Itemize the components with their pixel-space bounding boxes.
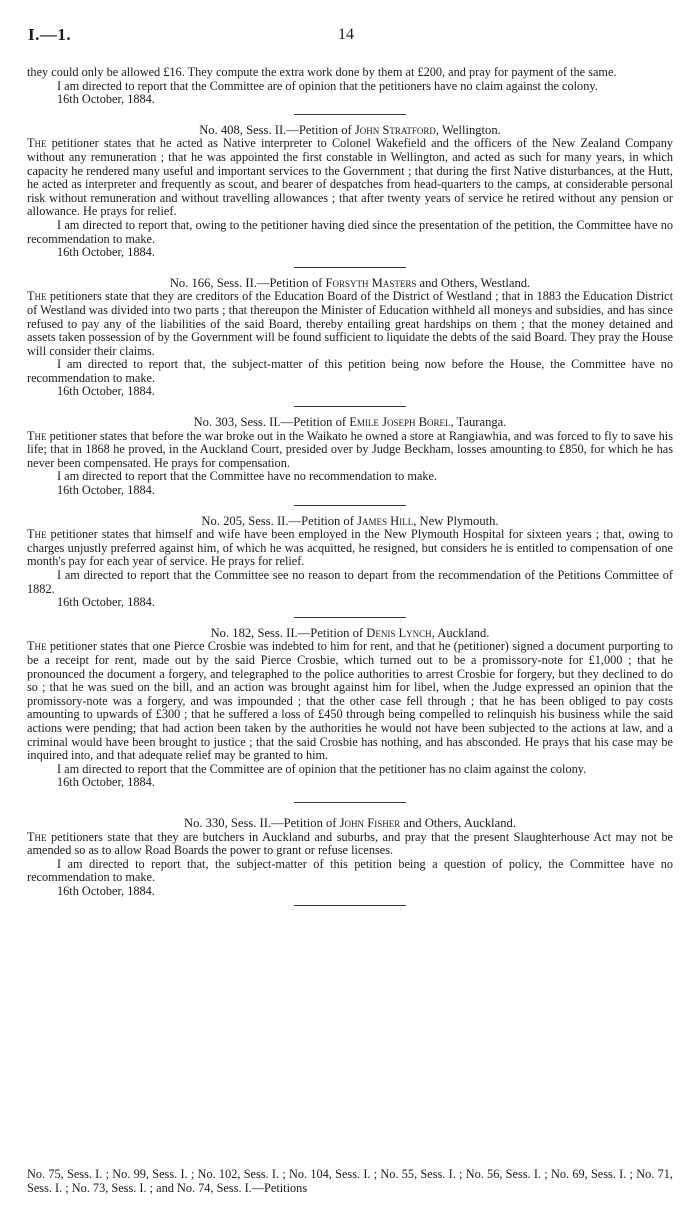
- page-number: 14: [338, 26, 354, 43]
- heading-number: No. 182, Sess. II.—Petition of: [210, 625, 367, 640]
- lead-word: The: [27, 639, 47, 654]
- heading-location: and Others, Westland.: [416, 275, 531, 290]
- heading-number: No. 166, Sess. II.—Petition of: [169, 275, 326, 290]
- petition-182: [27, 627, 673, 790]
- petition-body: [27, 528, 673, 569]
- section-divider: [294, 905, 406, 906]
- petitioner-name: John Fisher: [339, 815, 401, 830]
- section-divider: [294, 267, 406, 268]
- heading-number: No. 205, Sess. II.—Petition of: [201, 513, 358, 528]
- petition-report: I am directed to report that, owing to the petitioner having died since the presentation of the petition, the Committee have no recommendation to make.: [27, 217, 673, 246]
- page-footer: [27, 1168, 673, 1195]
- petitioner-name: Denis Lynch: [366, 625, 432, 640]
- petitioner-name: James Hill: [357, 513, 414, 528]
- petition-heading: [27, 416, 673, 430]
- section-divider: [294, 406, 406, 407]
- petition-330: [27, 817, 673, 899]
- intro-date: 16th October, 1884.: [57, 92, 155, 107]
- petition-date: 16th October, 1884.: [57, 595, 155, 610]
- lead-word: The: [27, 428, 47, 443]
- petition-report: I am directed to report that the Committee are of opinion that the petitioner has no claim against the colony.: [57, 761, 587, 776]
- section-divider: [294, 617, 406, 618]
- petitioner-name: Emile Joseph Borel: [349, 415, 451, 430]
- section-divider: [294, 114, 406, 115]
- heading-number: No. 408, Sess. II.—Petition of: [199, 122, 355, 137]
- petition-body: [27, 831, 673, 858]
- petition-report: I am directed to report that, the subject-matter of this petition being a question of policy, the Committee have no recommendation to make.: [27, 856, 673, 885]
- petition-body: [27, 640, 673, 762]
- intro-report: I am directed to report that the Committee are of opinion that the petitioners have no claim against the colony.: [57, 78, 598, 93]
- petitioner-name: John Stratford: [354, 122, 436, 137]
- petition-report: I am directed to report that the Committee see no reason to depart from the recommendation of the Petitions Committee of 1882.: [27, 568, 673, 596]
- body-text: petitioners state that they are creditors of the Education Board of the District of Westland ; that in 1883 the Education District of Westland was divided into two parts ; that thereupon the Minister of Education withheld all moneys and subsidies, and has since refused to pay any of the liabilities of the said Board, thereby entailing great hardships on them ; that the money detained and assets taken possession of by the Government will be found sufficient to liquidate the debts of the said Board. They pray the House will consider their claims.: [27, 289, 673, 358]
- petition-205: [27, 515, 673, 610]
- petition-date: 16th October, 1884.: [57, 775, 155, 790]
- petition-heading: [27, 124, 673, 138]
- petition-date: 16th October, 1884.: [57, 483, 155, 498]
- petition-408: [27, 124, 673, 260]
- section-divider: [294, 802, 406, 803]
- page-header: [28, 25, 672, 48]
- petition-body: [27, 430, 673, 471]
- petition-heading: [27, 277, 673, 291]
- heading-number: No. 303, Sess. II.—Petition of: [193, 415, 350, 430]
- petition-303: [27, 416, 673, 498]
- heading-location: and Others, Auckland.: [400, 815, 516, 830]
- petition-report: I am directed to report that, the subject-matter of this petition being now before the House, the Committee have no recommendation to make.: [27, 357, 673, 385]
- petition-report: I am directed to report that the Committee have no recommendation to make.: [57, 469, 438, 484]
- intro-text: they could only be allowed £16. They compute the extra work done by them at £200, and pray for payment of the same.: [27, 65, 617, 79]
- petition-166: [27, 277, 673, 399]
- heading-location: , New Plymouth.: [413, 513, 499, 528]
- lead-word: The: [27, 136, 47, 151]
- parliamentary-paper-reference: I.—1.: [28, 25, 72, 44]
- body-text: petitioner states that he acted as Native interpreter to Colonel Wakefield and the officers of the New Zealand Company without any remuneration ; that he was appointed the first constable in Wellington, and acted as such for many years, in which capacity he rendered many useful and important services to the Government ; that during the first Native disturbances, at the Hutt, he acted as interpreter and frequently as scout, and bearer of despatches from head-quarters to the camps, at considerable personal risk without remuneration and without travelling allowances ; that after twenty years of service he retired without any pension or allowance. He prays for relief.: [27, 136, 673, 219]
- petition-heading: [27, 627, 673, 641]
- petition-body: [27, 290, 673, 358]
- intro-section: [27, 66, 673, 107]
- document-body: [27, 66, 673, 915]
- body-text: petitioner states that himself and wife have been employed in the New Plymouth Hospital for sixteen years ; that, owing to charges unjustly preferred against him, of which he was acquitted, he resigned, but considers he is entitled to compensation of one month's pay for each year of service. He prays for relief.: [27, 527, 673, 569]
- heading-number: No. 330, Sess. II.—Petition of: [183, 815, 340, 830]
- body-text: petitioners state that they are butchers in Auckland and suburbs, and pray that the present Slaughterhouse Act may not be amended so as to allow Road Boards the power to grant or refuse licenses.: [27, 829, 673, 858]
- petition-date: 16th October, 1884.: [57, 883, 155, 898]
- body-text: petitioner states that before the war broke out in the Waikato he owned a store at Rangiawhia, and was forced to fly to save his life; that in 1868 he proved, in the Auckland Court, presided over by Judge Beckham, losses amounting to £850, for which he has never been compensated. He prays for compensation.: [27, 428, 673, 470]
- section-divider: [294, 505, 406, 506]
- petition-date: 16th October, 1884.: [57, 245, 155, 260]
- petition-heading: [27, 817, 673, 831]
- petition-date: 16th October, 1884.: [57, 384, 155, 399]
- heading-location: , Auckland.: [431, 625, 490, 640]
- heading-location: , Tauranga.: [450, 415, 507, 430]
- petitioner-name: Forsyth Masters: [325, 275, 417, 290]
- lead-word: The: [27, 829, 47, 844]
- lead-word: The: [27, 289, 47, 304]
- petition-body: [27, 137, 673, 219]
- lead-word: The: [27, 527, 47, 542]
- heading-location: , Wellington.: [435, 122, 501, 137]
- footer-petition-list: No. 75, Sess. I. ; No. 99, Sess. I. ; No. 102, Sess. I. ; No. 104, Sess. I. ; No. 55, Sess. I. ; No. 56, Sess. I. ; No. 69, Sess. I. ; No. 71, Sess. I. ; No. 73, Sess. I. ; and No. 74, Sess. I.—Petitions: [27, 1167, 673, 1195]
- petition-heading: [27, 515, 673, 529]
- body-text: petitioner states that one Pierce Crosbie was indebted to him for rent, and that he (petitioner) signed a document purporting to be a receipt for rent, made out by the said Pierce Crosbie, which turned out to be a promissory-note for £1,000 ; that he pronounced the document a forgery, and telegraphed to the police authorities to arrest Crosbie for forgery, but they declined to do so ; that he was sued on the bill, and an action was brought against him for libel, when the Judge expressed an opinion that the promissory-note was a forgery, and was impounded ; that the other case fell through ; that he has been obliged to pay costs amounting to upwards of £300 ; that he suffered a loss of £450 through being compelled to relinquish his business while the said actions were pending; that had action been taken by the authorities he would not have been subjected to the actions at law, and a criminal would have been brought to justice ; that the said Crosbie has nothing, and has absconded. He prays that his case may be inquired into, and that adequate relief may be granted to him.: [27, 639, 673, 763]
